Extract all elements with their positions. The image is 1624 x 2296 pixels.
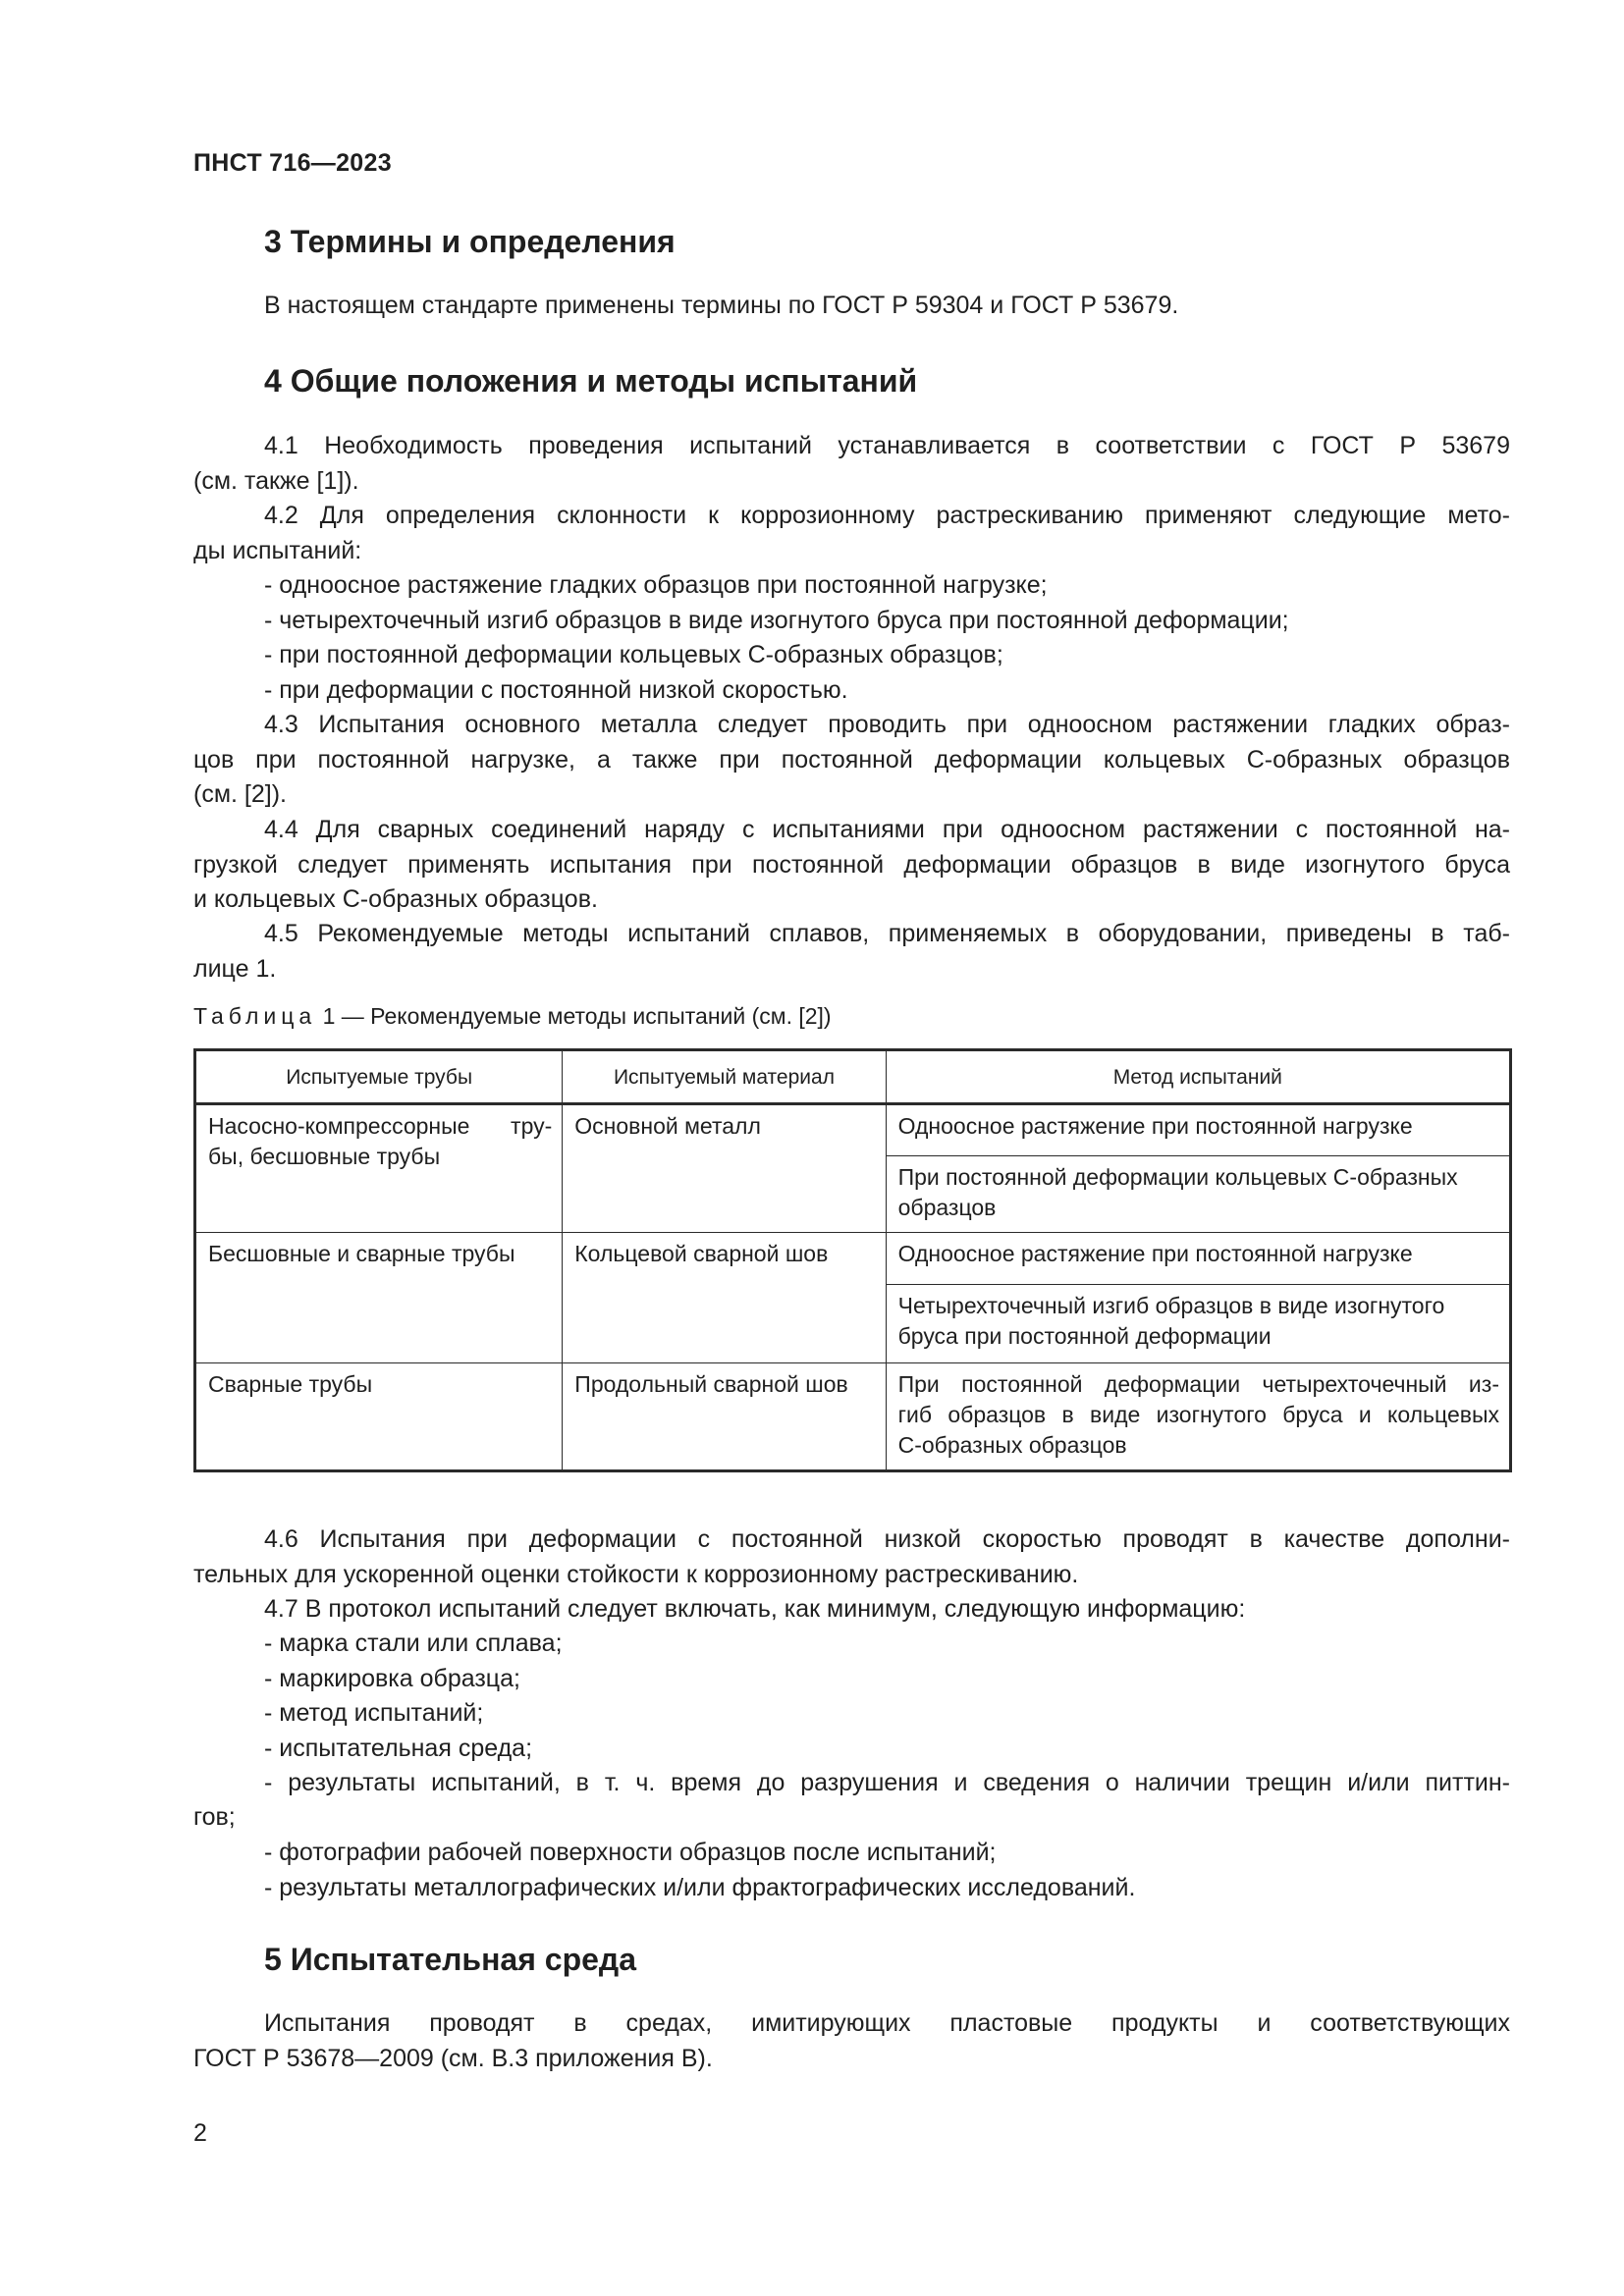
table-row (195, 1233, 1511, 1285)
document-code: ПНСТ 716—2023 (193, 149, 392, 177)
paragraph-4-1: 4.1 Необходимость проведения испытаний устанавливается в соответствии с ГОСТ Р 53679 (см. также [1]). (193, 432, 1510, 495)
list-item: - фотографии рабочей поверхности образцов после испытаний; (264, 1839, 997, 1866)
methods-table (193, 1048, 1512, 1472)
cell-material: Кольцевой сварной шов (563, 1233, 886, 1363)
section-5-title: 5 Испытательная среда (264, 1942, 637, 1977)
list-item: - результаты металлографических и/или фрактографических исследований. (264, 1873, 1136, 1901)
table-row (195, 1104, 1511, 1156)
paragraph-4-2: 4.2 Для определения склонности к коррозионному растрескиванию применяют следующие мето- ды испытаний: (193, 502, 1510, 564)
list-item: - результаты испытаний, в т. ч. время до разрушения и сведения о наличии трещин и/или питтин- (264, 1769, 1510, 1796)
list-item: - испытательная среда; (264, 1734, 533, 1762)
paragraph-4-7: 4.7 В протокол испытаний следует включать, как минимум, следующую информацию: (264, 1595, 1246, 1623)
table-caption-label: Таблица (193, 1003, 317, 1029)
list-item: - одноосное растяжение гладких образцов при постоянной нагрузке; (264, 571, 1048, 599)
paragraph-4-6: 4.6 Испытания при деформации с постоянной низкой скоростью проводят в качестве дополни- тельных для ускоренной оценки стойкости к коррозионному растрескиванию. (193, 1525, 1510, 1588)
paragraph-4-5: 4.5 Рекомендуемые методы испытаний сплавов, применяемых в оборудовании, приведены в таб- лице 1. (193, 920, 1510, 983)
cell-pipes: Бесшовные и сварные трубы (195, 1233, 563, 1363)
paragraph-4-3: 4.3 Испытания основного металла следует проводить при одноосном растяжении гладких образ- цов при постоянной нагрузке, а также при постоянной деформации кольцевых С-образных образцов (см. [2]). (193, 711, 1510, 808)
table-caption-text: 1 — Рекомендуемые методы испытаний (см. [2]) (316, 1003, 832, 1029)
cell-material: Продольный сварной шов (563, 1363, 886, 1471)
list-item: - четырехточечный изгиб образцов в виде изогнутого бруса при постоянной деформации; (264, 606, 1289, 634)
paragraph-4-4: 4.4 Для сварных соединений наряду с испытаниями при одноосном растяжении с постоянной на- грузкой следует применять испытания при постоянной деформации образцов в виде изогнутого бруса и кольцевых С-образных образцов. (193, 816, 1510, 913)
list-4-2 (264, 568, 1289, 708)
section-3-text: В настоящем стандарте применены термины по ГОСТ Р 59304 и ГОСТ Р 53679. (264, 292, 1179, 319)
table-header-row (195, 1050, 1511, 1104)
table-row (195, 1363, 1511, 1471)
header-material: Испытуемый материал (563, 1050, 886, 1104)
cell-method: Четырехточечный изгиб образцов в виде изогнутого бруса при постоянной деформации (886, 1285, 1510, 1363)
cell-method: Одноосное растяжение при постоянной нагрузке (886, 1233, 1510, 1285)
page-number: 2 (193, 2119, 207, 2147)
cell-pipes: Насосно-компрессорные тру- бы, бесшовные трубы (195, 1104, 563, 1233)
table-caption (193, 1003, 832, 1030)
list-item: - метод испытаний; (264, 1699, 484, 1727)
list-4-7-continuation: гов; (193, 1803, 236, 1831)
cell-method: При постоянной деформации кольцевых С-образных образцов (886, 1156, 1510, 1233)
list-item: - при деформации с постоянной низкой скоростью. (264, 675, 848, 704)
list-4-7b (264, 1836, 1135, 1905)
section-5-text: Испытания проводят в средах, имитирующих пластовые продукты и соответствующих ГОСТ Р 53678—2009 (см. В.3 приложения В). (193, 2009, 1510, 2072)
cell-method: При постоянной деформации четырехточечный из- гиб образцов в виде изогнутого бруса и кольцевых С-образных образцов (886, 1363, 1510, 1471)
section-4-title: 4 Общие положения и методы испытаний (264, 363, 918, 399)
cell-pipes: Сварные трубы (195, 1363, 563, 1471)
list-item: - при постоянной деформации кольцевых С-образных образцов; (264, 641, 1003, 668)
header-method: Метод испытаний (886, 1050, 1510, 1104)
cell-material: Основной металл (563, 1104, 886, 1233)
section-3-title: 3 Термины и определения (264, 224, 676, 259)
list-4-7 (264, 1627, 1510, 1801)
list-item: - марка стали или сплава; (264, 1629, 563, 1657)
header-pipes: Испытуемые трубы (195, 1050, 563, 1104)
cell-method: Одноосное растяжение при постоянной нагрузке (886, 1104, 1510, 1156)
list-item: - маркировка образца; (264, 1664, 520, 1692)
